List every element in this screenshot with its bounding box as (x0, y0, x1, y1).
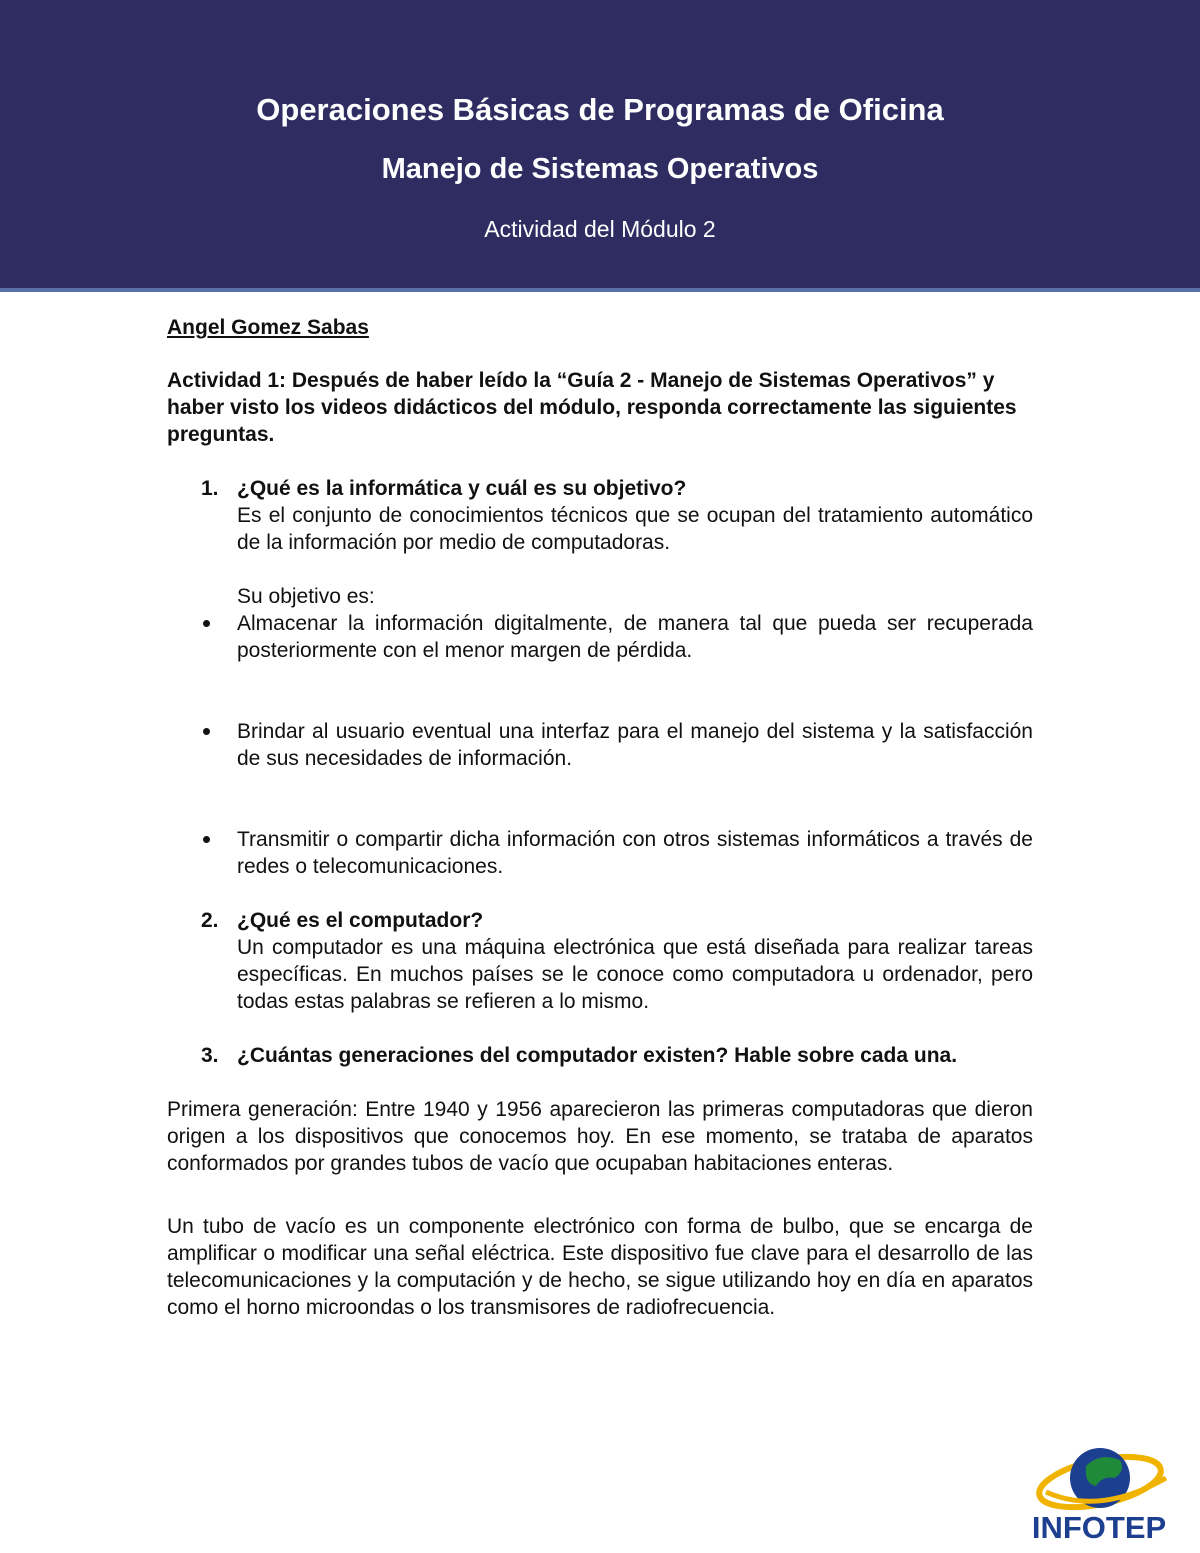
globe-swoosh-logo-icon (1016, 1442, 1182, 1514)
infotep-logo (1016, 1442, 1182, 1545)
document-header (0, 0, 1200, 292)
activity-instructions: Actividad 1: Después de haber leído la “Guía 2 - Manejo de Sistemas Operativos” y haber visto los videos didácticos del módulo, responda correctamente las siguientes preguntas. (167, 369, 1017, 446)
answer-text: Es el conjunto de conocimientos técnicos que se ocupan del tratamiento automático de la información por medio de computadoras. (237, 504, 1033, 554)
question-text: ¿Qué es la informática y cuál es su objetivo? (237, 477, 687, 500)
question-number: 3. (201, 1044, 219, 1067)
bullet-icon (203, 836, 210, 843)
document-subtitle: Manejo de Sistemas Operativos (381, 153, 819, 185)
document-body (167, 314, 1033, 1321)
paragraph-first-generation: Primera generación: Entre 1940 y 1956 aparecieron las primeras computadoras que dieron origen a los dispositivos que conocemos hoy. En ese momento, se trataba de aparatos conformados por grandes tubos de vacío que ocupaban habitaciones enteras. (167, 1098, 1033, 1175)
bullet-icon (203, 728, 210, 735)
list-item-text: Brindar al usuario eventual una interfaz para el manejo del sistema y la satisfacción de sus necesidades de información. (237, 720, 1033, 770)
paragraph-vacuum-tube: Un tubo de vacío es un componente electrónico con forma de bulbo, que se encarga de amplificar o modificar una señal eléctrica. Este dispositivo fue clave para el desarrollo de las telecomunicaciones y la computación y de hecho, se sigue utilizando hoy en día en aparatos como el horno microondas o los transmisores de radiofrecuencia. (167, 1215, 1033, 1319)
question-number: 1. (201, 477, 219, 500)
list-item (167, 826, 1033, 880)
activity-label: Actividad del Módulo 2 (484, 216, 716, 242)
document-title: Operaciones Básicas de Programas de Oficina (256, 92, 944, 127)
logo-text: INFOTEP (1031, 1510, 1167, 1545)
question-number: 2. (201, 909, 219, 932)
author-name: Angel Gomez Sabas (167, 316, 369, 339)
list-item-text: Transmitir o compartir dicha información con otros sistemas informáticos a través de redes o telecomunicaciones. (237, 828, 1033, 878)
objective-label: Su objetivo es: (237, 585, 375, 608)
bullet-icon (203, 620, 210, 627)
question-1 (167, 475, 1033, 610)
question-2 (167, 907, 1033, 1015)
list-item (167, 610, 1033, 664)
list-item (167, 718, 1033, 772)
list-item-text: Almacenar la información digitalmente, de manera tal que pueda ser recuperada posteriormente con el menor margen de pérdida. (237, 612, 1033, 662)
question-text: ¿Cuántas generaciones del computador existen? Hable sobre cada una. (237, 1044, 958, 1067)
answer-text: Un computador es una máquina electrónica que está diseñada para realizar tareas específicas. En muchos países se le conoce como computadora u ordenador, pero todas estas palabras se refieren a lo mismo. (237, 936, 1033, 1013)
question-3 (167, 1042, 1033, 1069)
objective-list (167, 610, 1033, 880)
question-text: ¿Qué es el computador? (237, 909, 484, 932)
